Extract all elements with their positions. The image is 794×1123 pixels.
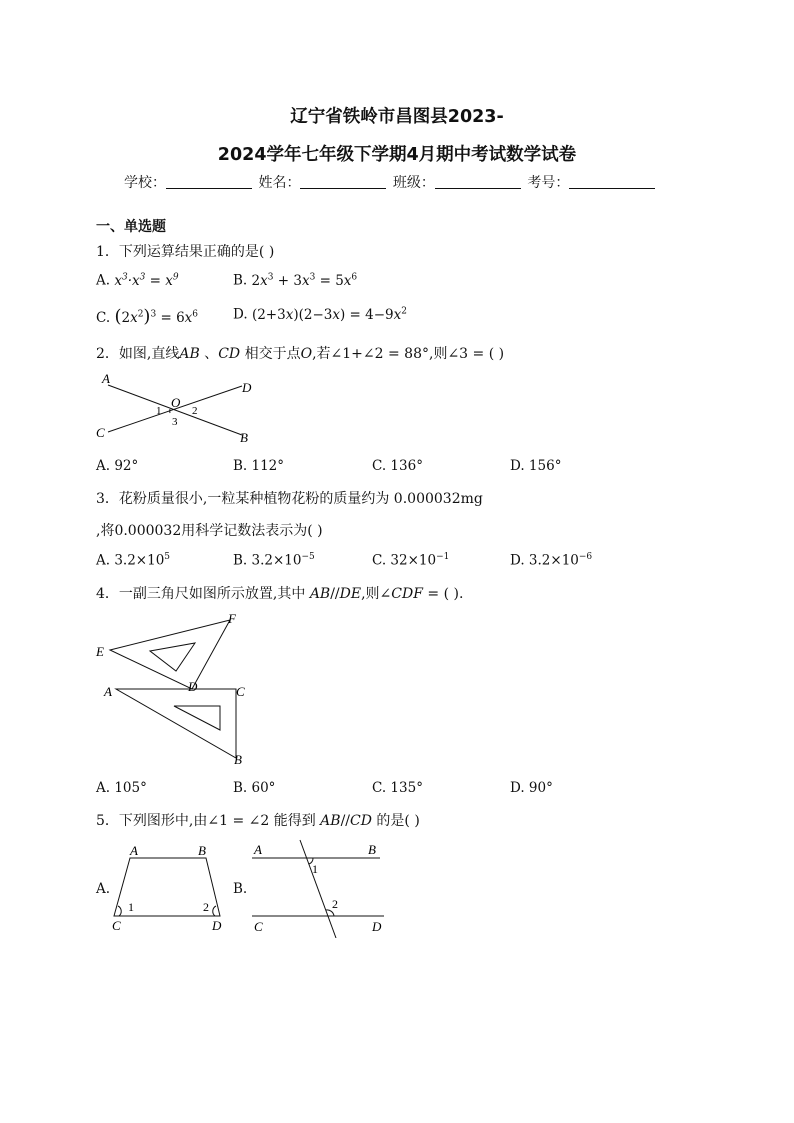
label-e: E — [96, 644, 104, 659]
q4-stem-text: 4．一副三角尺如图所示放置,其中 — [96, 586, 306, 602]
label-3: 3 — [172, 416, 178, 428]
q1-option-c-label: C. — [96, 310, 111, 326]
q3-option-a[interactable]: A. $3.2\times 10^5$ — [96, 552, 171, 569]
q1-option-a-label: A. — [96, 272, 111, 289]
q4-option-c[interactable]: C. 135° — [372, 780, 423, 796]
label-2: 2 — [203, 900, 209, 914]
q1-option-a-expr: $x^3\cdot x^3 = x^9$ — [114, 272, 179, 289]
angle-2-arc — [213, 906, 216, 916]
q4-option-b[interactable]: B. 60° — [233, 780, 276, 796]
label-b: B — [234, 752, 242, 767]
figure-q5a-trapezoid — [108, 840, 228, 935]
q1-option-d-label: D. — [233, 306, 248, 323]
q1-option-a[interactable] — [96, 272, 179, 289]
label-a: A — [130, 843, 138, 858]
triangle-edf — [110, 620, 230, 689]
label-f: F — [228, 611, 236, 626]
label-b: B — [368, 842, 376, 857]
label-c: C — [254, 919, 263, 934]
label-1: 1 — [312, 862, 318, 876]
label-c: C — [236, 684, 245, 699]
label-a: A — [102, 371, 110, 386]
school-label: 学校： — [124, 175, 166, 191]
label-1: 1 — [156, 405, 162, 417]
q1-option-c-expr: $(2x^2)^3 = 6x^6$ — [114, 306, 199, 327]
q2-option-a[interactable]: A. 92° — [96, 458, 139, 474]
figure-q4-set-squares — [92, 610, 262, 770]
name-label: 姓名： — [258, 175, 301, 191]
q2-option-d[interactable]: D. 156° — [510, 458, 562, 474]
label-a: A — [254, 842, 262, 857]
question-3-stem-line2: ,将0.000032用科学记数法表示为( ) — [96, 523, 323, 539]
q4-option-d[interactable]: D. 90° — [510, 780, 553, 796]
class-blank[interactable] — [435, 176, 521, 189]
q3-option-b[interactable]: B. $3.2\times 10^{-5}$ — [233, 552, 315, 569]
label-b: B — [198, 843, 206, 858]
q1-option-b[interactable] — [233, 272, 357, 289]
angle-1-arc — [118, 906, 121, 916]
class-label: 班级： — [392, 175, 435, 191]
question-2-stem: 2．如图,直线AB 、CD 相交于点O,若∠1+∠2 = 88°,则∠3 = ( ) — [96, 346, 505, 362]
exam-title-line2: 2024学年七年级下学期4月期中考试数学试卷 — [217, 145, 577, 165]
q2-option-b[interactable]: B. 112° — [233, 458, 285, 474]
q3-option-d[interactable]: D. $3.2\times 10^{-6}$ — [510, 552, 593, 569]
figure-q2-intersecting-lines — [94, 370, 264, 448]
triangle-acb — [116, 689, 236, 758]
question-1-stem: 1．下列运算结果正确的是( ) — [96, 244, 275, 260]
q2-option-c[interactable]: C. 136° — [372, 458, 423, 474]
number-blank[interactable] — [569, 176, 655, 189]
label-c: C — [96, 425, 105, 440]
number-label: 考号： — [527, 175, 570, 191]
q5-option-b-label[interactable]: B. — [233, 881, 248, 897]
transversal — [300, 840, 336, 938]
section-heading: 一、单选题 — [96, 219, 166, 235]
q1-option-b-expr: $2x^3 + 3x^3 = 5x^6$ — [251, 272, 358, 289]
figure-q5b-parallel-lines — [248, 838, 388, 938]
name-blank[interactable] — [300, 176, 386, 189]
question-4-stem: 4．一副三角尺如图所示放置,其中 AB//DE,则∠CDF = ( ). — [96, 586, 464, 602]
question-3-stem-line1: 3．花粉质量很小,一粒某种植物花粉的质量约为 0.000032mg — [96, 491, 483, 507]
triangle-edf-inner — [150, 643, 195, 671]
label-d: D — [212, 918, 222, 933]
label-d: D — [188, 679, 198, 694]
label-d: D — [372, 919, 382, 934]
label-o: O — [171, 395, 181, 410]
school-blank[interactable] — [166, 176, 252, 189]
q1-option-d-expr: $(2+3x)(2-3x) = 4-9x^2$ — [251, 306, 407, 323]
exam-title-line1: 辽宁省铁岭市昌图县2023- — [290, 107, 504, 127]
q5-option-a-label[interactable]: A. — [96, 881, 111, 897]
q5-stem-text: 5．下列图形中,由 — [96, 813, 208, 829]
student-info-row — [124, 172, 657, 192]
label-b: B — [240, 430, 248, 445]
label-1: 1 — [128, 900, 134, 914]
q4-option-a[interactable]: A. 105° — [96, 780, 147, 796]
q2-stem-text: 2．如图,直线 — [96, 346, 180, 362]
label-2: 2 — [192, 405, 198, 417]
label-2: 2 — [332, 897, 338, 911]
label-d: D — [242, 380, 252, 395]
q1-option-b-label: B. — [233, 272, 248, 289]
label-c: C — [112, 918, 121, 933]
q1-option-c[interactable] — [96, 306, 198, 327]
question-5-stem: 5．下列图形中,由∠1 = ∠2 能得到 AB//CD 的是( ) — [96, 813, 420, 829]
q3-option-c[interactable]: C. $32\times 10^{-1}$ — [372, 552, 450, 569]
q1-option-d[interactable] — [233, 306, 407, 323]
label-a: A — [104, 684, 112, 699]
